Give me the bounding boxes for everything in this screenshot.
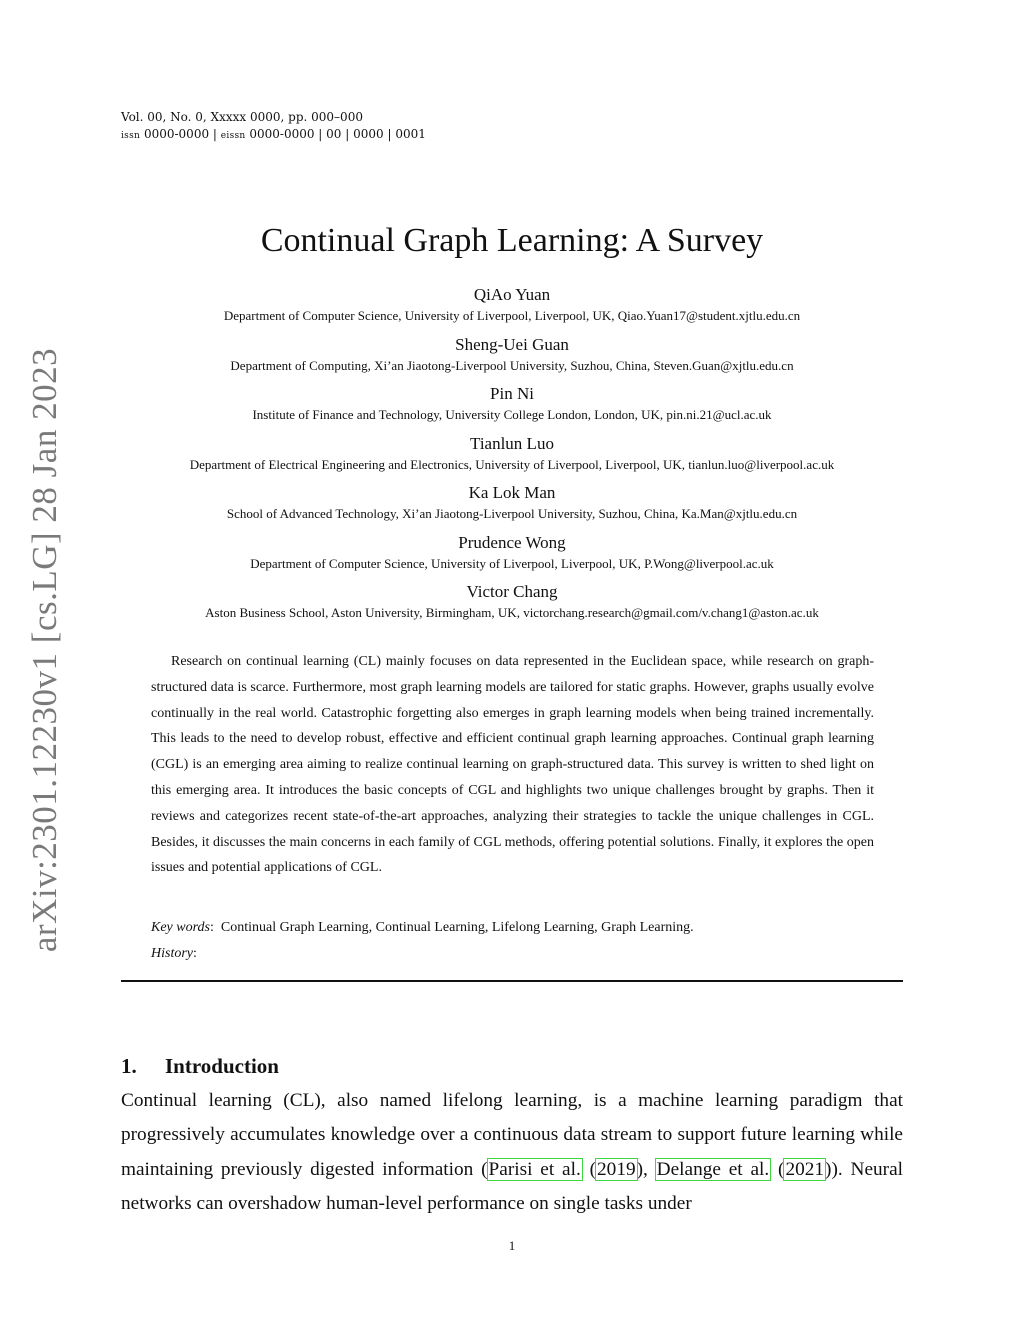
author-list — [0, 283, 1024, 630]
page-number: 1 — [508, 1238, 516, 1253]
eissn-value: 0000-0000 — [249, 127, 315, 141]
author-affiliation: Department of Electrical Engineering and Electronics, University of Liverpool, Liverpool, UK, tianlun.luo@liverpool.ac.uk — [189, 456, 835, 472]
abstract-text: Research on continual learning (CL) mainly focuses on data represented in the Euclidean space, while research on graph-structured data is scarce. Furthermore, most graph learning models are tailored for static graphs. However, graphs usually evolve continually in the real world. Catastrophic forgetting also emerges in graph learning models when being trained incrementally. This leads to the need to develop robust, effective and efficient continual graph learning approaches. Continual graph learning (CGL) is an emerging area aiming to realize continual learning on graph-structured data. This survey is written to shed light on this emerging area. It introduces the basic concepts of CGL and highlights two unique challenges brought by graphs. Then it reviews and categorizes recent state-of-the-art approaches, analyzing their strategies to tackle the unique challenges in CGL. Besides, it discusses the main concerns in each family of CGL methods, offering potential solutions. Finally, it explores the open issues and potential applications of CGL. — [151, 654, 874, 876]
keywords-value: Continual Graph Learning, Continual Learning, Lifelong Learning, Graph Learning. — [220, 920, 694, 935]
history-label: History — [151, 946, 193, 961]
abstract-divider — [121, 980, 903, 982]
section-title: Introduction — [165, 1054, 279, 1078]
journal-issn-line: issn 0000-0000 | eissn 0000-0000 | 00 | 0000 | 0001 — [121, 127, 426, 141]
author-affiliation: Department of Computer Science, University of Liverpool, Liverpool, UK, P.Wong@liverpool.ac.uk — [250, 555, 774, 571]
author-name: Tianlun Luo — [470, 433, 554, 453]
author-block — [0, 531, 1024, 581]
author-name: QiAo Yuan — [473, 285, 551, 304]
citation-link-delange-year[interactable]: 2021 — [785, 1158, 825, 1180]
author-block — [0, 283, 1024, 333]
author-affiliation: Institute of Finance and Technology, University College London, London, UK, pin.ni.21@ucl.ac.uk — [252, 407, 772, 422]
intro-text-part: ). Neural networks can overshadow human-level performance on single tasks under — [121, 1158, 903, 1214]
issn-label: issn — [121, 131, 141, 141]
section-heading — [121, 1051, 279, 1081]
section-number: 1. — [121, 1054, 137, 1078]
arxiv-identifier-stamp: arXiv:2301.12230v1 [cs.LG] 28 Jan 2023 — [25, 347, 64, 953]
author-affiliation: School of Advanced Technology, Xi’an Jiaotong-Liverpool University, Suzhou, China, Ka.Man@xjtlu.edu.cn — [226, 506, 798, 521]
citation-link-parisi-year[interactable]: 2019 — [597, 1158, 636, 1180]
author-block — [0, 333, 1024, 383]
history-line: History: — [151, 946, 197, 961]
author-name: Victor Chang — [466, 582, 558, 601]
citation-link-delange[interactable]: Delange et al. — [656, 1158, 770, 1180]
author-affiliation: Department of Computing, Xi’an Jiaotong-Liverpool University, Suzhou, China, Steven.Guan@xjtlu.edu.cn — [230, 357, 794, 373]
doi-part: 00 — [326, 127, 342, 141]
author-name: Prudence Wong — [458, 532, 566, 552]
citation-link-parisi[interactable]: Parisi et al. — [488, 1158, 581, 1180]
author-name: Sheng-Uei Guan — [455, 334, 569, 354]
author-affiliation: Department of Computer Science, University of Liverpool, Liverpool, UK, Qiao.Yuan17@student.xjtlu.edu.cn — [223, 308, 801, 323]
journal-volume-line: Vol. 00, No. 0, Xxxxx 0000, pp. 000–000 — [121, 110, 363, 124]
doi-part: 0001 — [395, 127, 426, 141]
keywords-line: Key words: Continual Graph Learning, Continual Learning, Lifelong Learning, Graph Learning. — [151, 920, 694, 935]
author-block — [0, 432, 1024, 482]
author-name: Ka Lok Man — [468, 483, 556, 502]
author-affiliation: Aston Business School, Aston University, Birmingham, UK, victorchang.research@gmail.com/v.chang1@aston.ac.uk — [205, 605, 819, 620]
paper-title: Continual Graph Learning: A Survey — [260, 222, 764, 259]
author-block — [0, 580, 1024, 630]
intro-text-part: Continual learning (CL), also named lifelong learning, is a machine learning paradigm that progressively accumulates knowledge over a continuous data stream to support future learning while maintaining previously digested information ( — [121, 1090, 903, 1180]
keywords-label: Key words — [151, 920, 210, 935]
doi-part: 0000 — [353, 127, 384, 141]
journal-header — [121, 109, 426, 145]
issn-value: 0000-0000 — [143, 127, 210, 141]
introduction-paragraph: Continual learning (CL), also named lifelong learning, is a machine learning paradigm that progressively accumulates knowledge over a continuous data stream to support future learning while maintaining previously digested information (Parisi et al. (2019), Delange et al. (2021)). Neural networks can overshadow human-level performance on single tasks under — [121, 1090, 903, 1214]
author-name: Pin Ni — [490, 384, 534, 403]
eissn-label: eissn — [220, 131, 246, 141]
author-block — [0, 481, 1024, 531]
author-block — [0, 382, 1024, 432]
